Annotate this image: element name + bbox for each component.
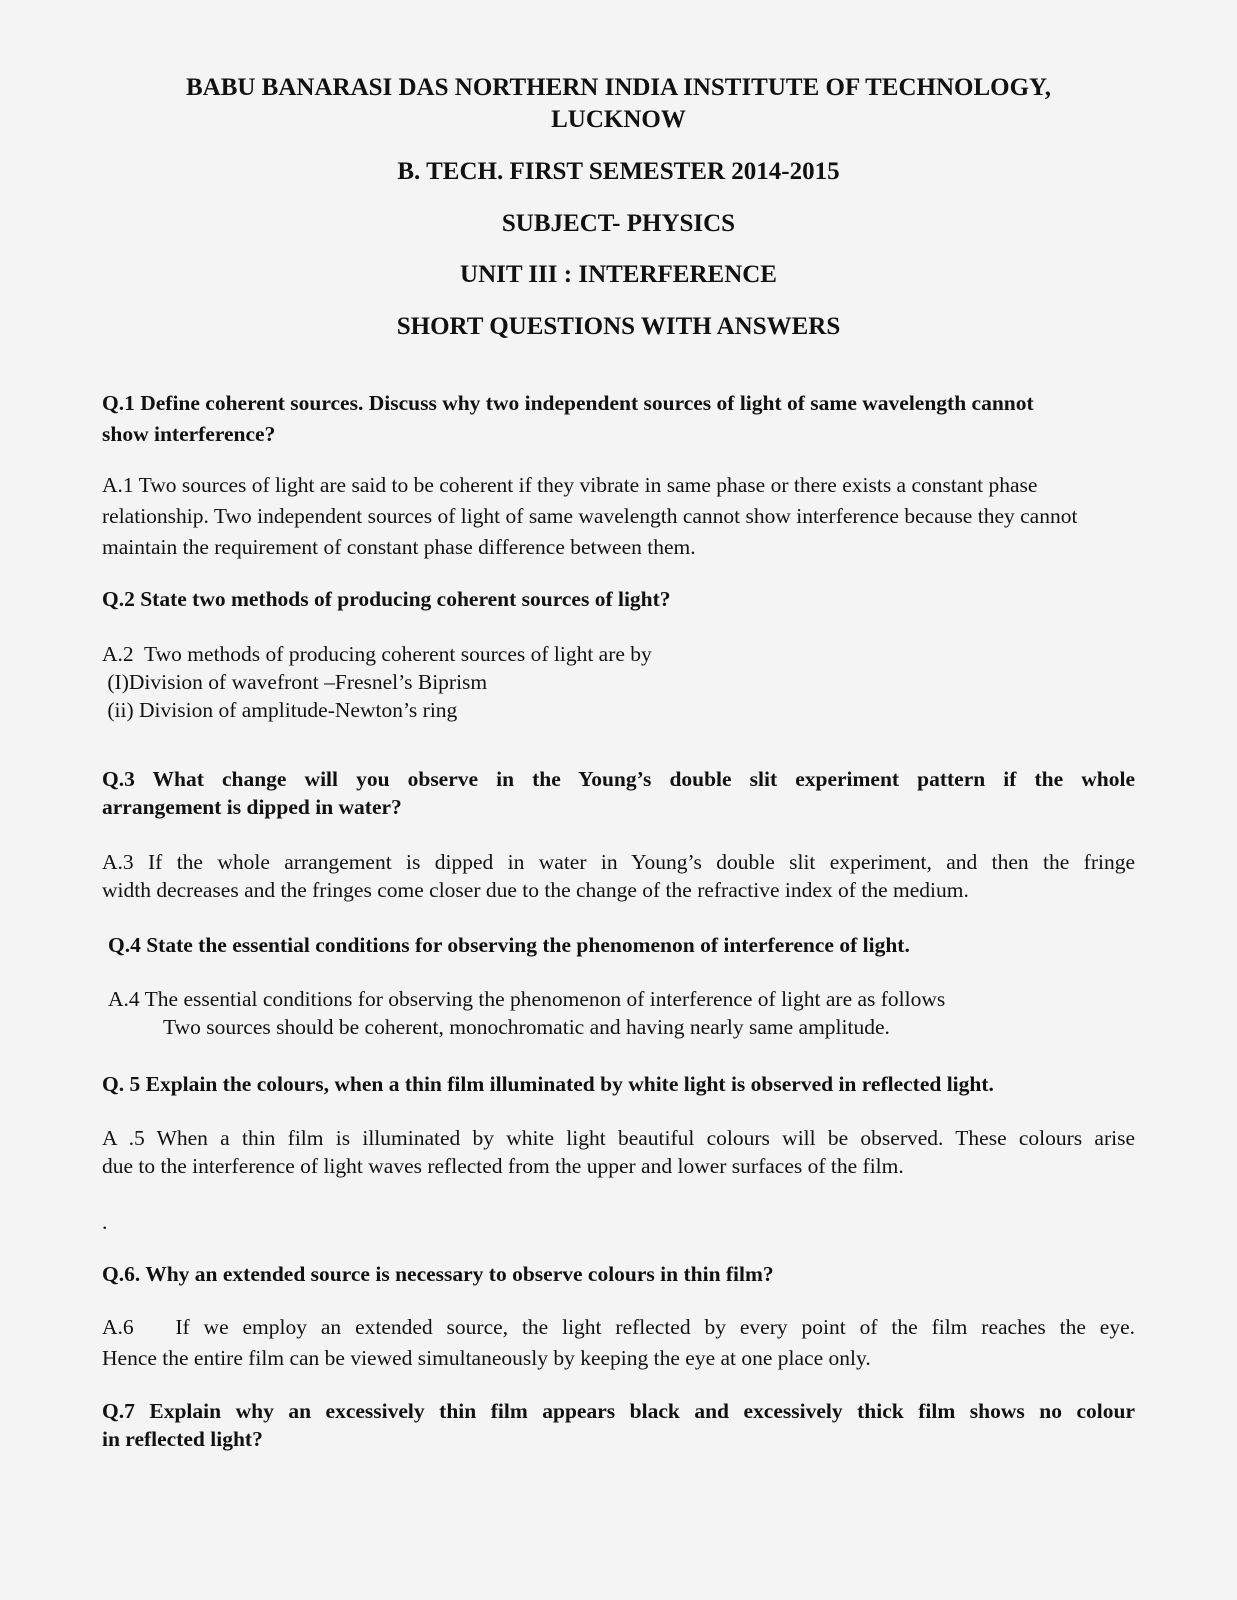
question-7-line1: Q.7 Explain why an excessively thin film appears black and excessively thick film shows no colour: [102, 1399, 1135, 1423]
stray-dot: .: [102, 1210, 108, 1234]
answer-3-line2: width decreases and the fringes come closer due to the change of the refractive index of the medium.: [102, 878, 969, 902]
course-heading: B. TECH. FIRST SEMESTER 2014-2015: [397, 158, 840, 185]
answer-2-intro: A.2 Two methods of producing coherent sources of light are by: [102, 642, 652, 666]
institute-title-line2: LUCKNOW: [551, 106, 686, 133]
question-3-line1: Q.3 What change will you observe in the Young’s double slit experiment pattern if the whole: [102, 767, 1135, 791]
question-2: Q.2 State two methods of producing coherent sources of light?: [102, 587, 671, 611]
question-7: [102, 1397, 1135, 1453]
answer-5-line2: due to the interference of light waves reflected from the upper and lower surfaces of the film.: [102, 1154, 904, 1178]
answer-5: [102, 1124, 1135, 1180]
answer-1: A.1 Two sources of light are said to be coherent if they vibrate in same phase or there exists a constant phase relationship. Two independent sources of light of same wavelength cannot show interference because they cannot maintain the requirement of constant phase difference between them.: [102, 473, 1078, 559]
institute-title-line1: BABU BANARASI DAS NORTHERN INDIA INSTITUTE OF TECHNOLOGY,: [185, 74, 1052, 101]
answer-5-line1: A .5 When a thin film is illuminated by white light beautiful colours will be observed. These colours arise: [102, 1126, 1135, 1150]
answer-4: [108, 985, 1142, 1041]
question-3: [102, 765, 1135, 821]
question-4: Q.4 State the essential conditions for observing the phenomenon of interference of light.: [108, 933, 910, 957]
section-heading: SHORT QUESTIONS WITH ANSWERS: [396, 313, 841, 340]
question-5: Q. 5 Explain the colours, when a thin film illuminated by white light is observed in reflected light.: [102, 1072, 994, 1096]
answer-6-line2: Hence the entire film can be viewed simultaneously by keeping the eye at one place only.: [102, 1346, 871, 1370]
answer-4-intro: A.4 The essential conditions for observing the phenomenon of interference of light are as follows: [108, 987, 946, 1011]
question-6: Q.6. Why an extended source is necessary to observe colours in thin film?: [102, 1262, 774, 1286]
answer-3-line1: A.3 If the whole arrangement is dipped in water in Young’s double slit experiment, and then the fringe: [102, 850, 1135, 874]
answer-4-item: Two sources should be coherent, monochromatic and having nearly same amplitude.: [163, 1015, 890, 1039]
unit-heading: UNIT III : INTERFERENCE: [460, 261, 777, 288]
question-7-line2: in reflected light?: [102, 1427, 263, 1451]
answer-6-line1: A.6 If we employ an extended source, the light reflected by every point of the film reaches the eye.: [102, 1315, 1135, 1339]
answer-2-item-1: (I)Division of wavefront –Fresnel’s Biprism: [102, 670, 488, 694]
subject-heading: SUBJECT- PHYSICS: [501, 210, 736, 237]
answer-2: [102, 640, 1136, 724]
question-1: Q.1 Define coherent sources. Discuss why two independent sources of light of same wavelength cannot show interference?: [102, 391, 1034, 446]
answer-6: [102, 1312, 1135, 1374]
answer-3: [102, 848, 1135, 904]
institute-title: [0, 72, 1237, 136]
question-3-line2: arrangement is dipped in water?: [102, 795, 402, 819]
answer-2-item-2: (ii) Division of amplitude-Newton’s ring: [102, 698, 458, 722]
